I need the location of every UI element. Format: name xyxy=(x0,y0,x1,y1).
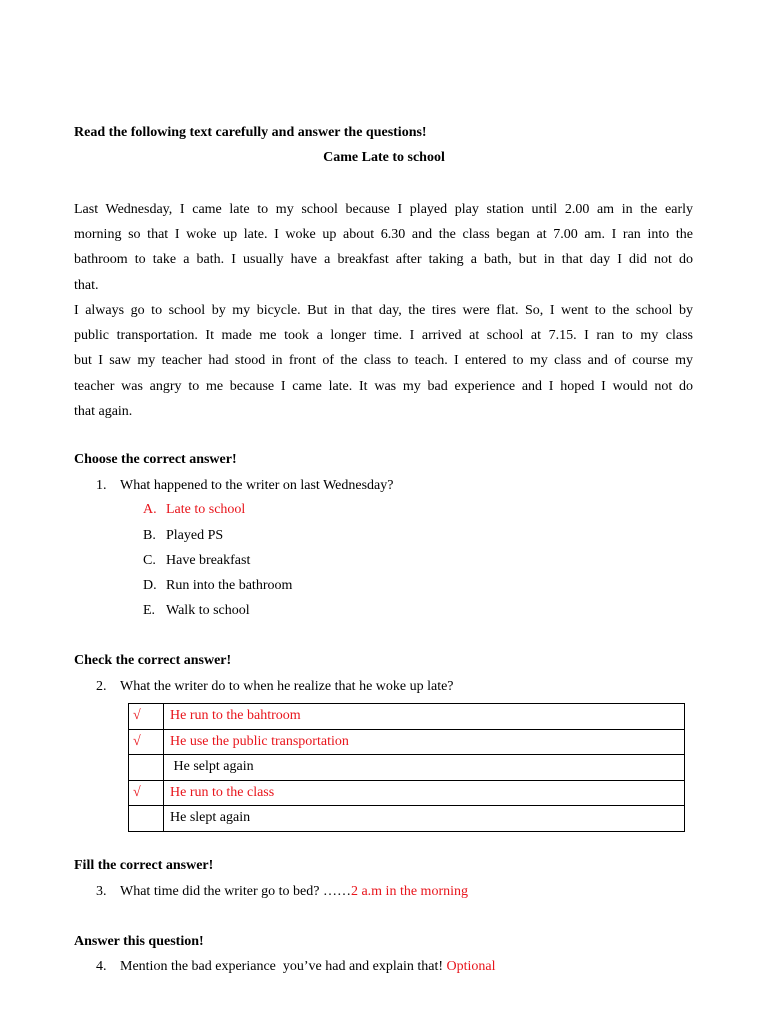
table-row xyxy=(129,755,685,781)
option-d-text: Run into the bathroom xyxy=(166,578,293,593)
check-option-text: He run to the class xyxy=(164,780,685,806)
table-row xyxy=(129,806,685,832)
question-3-answer: 2 a.m in the morning xyxy=(350,884,468,899)
question-3-number: 3. xyxy=(96,884,107,899)
check-option-text: He use the public transportation xyxy=(164,729,685,755)
paragraph-line: that again. xyxy=(74,403,133,419)
option-c-text: Have breakfast xyxy=(166,553,251,568)
empty-check-cell xyxy=(129,755,164,781)
checkmark-icon: √ xyxy=(129,704,164,730)
option-e-text: Walk to school xyxy=(166,603,250,618)
question-4-line xyxy=(120,959,496,975)
empty-check-cell xyxy=(129,806,164,832)
instruction-heading: Read the following text carefully and answer the questions! xyxy=(74,125,427,140)
question-2-number: 2. xyxy=(96,679,107,694)
paragraph-line: Last Wednesday, I came late to my school because I played play station until 2.00 am in the early xyxy=(74,202,693,217)
option-d-letter: D. xyxy=(143,578,157,593)
check-option-text: He run to the bahtroom xyxy=(164,704,685,730)
question-1-text: What happened to the writer on last Wednesday? xyxy=(120,478,394,493)
question-4-text: Mention the bad experiance you’ve had and explain that! xyxy=(120,959,447,974)
question-3-line xyxy=(120,884,468,900)
paragraph-line: but I saw my teacher had stood in front of the class to teach. I entered to my class and of course my xyxy=(74,353,693,369)
table-row xyxy=(129,704,685,730)
story-paragraph-2 xyxy=(74,298,693,424)
check-option-text: He selpt again xyxy=(164,755,685,781)
checkmark-icon: √ xyxy=(129,729,164,755)
section-4-heading: Answer this question! xyxy=(74,934,204,949)
paragraph-line: public transportation. It made me took a longer time. I arrived at school at 7.15. I ran to my class xyxy=(74,328,693,344)
option-e-letter: E. xyxy=(143,603,156,618)
story-paragraph-1 xyxy=(74,197,693,298)
paragraph-line: teacher was angry to me because I came late. It was my bad experience and I hoped I would not do xyxy=(74,378,693,394)
question-3-text: What time did the writer go to bed? …… xyxy=(120,884,351,899)
question-4-note: Optional xyxy=(446,959,496,974)
option-a-letter: A. xyxy=(143,502,157,517)
story-title: Came Late to school xyxy=(323,150,445,165)
option-a-text: Late to school xyxy=(166,502,246,517)
option-b-text: Played PS xyxy=(166,528,224,543)
checkmark-icon: √ xyxy=(129,780,164,806)
option-c-letter: C. xyxy=(143,553,156,568)
table-row xyxy=(129,729,685,755)
check-option-text: He slept again xyxy=(164,806,685,832)
check-table xyxy=(128,703,685,832)
section-1-heading: Choose the correct answer! xyxy=(74,452,237,467)
section-3-heading: Fill the correct answer! xyxy=(74,858,214,873)
option-b-letter: B. xyxy=(143,528,156,543)
table-row xyxy=(129,780,685,806)
paragraph-line: I always go to school by my bicycle. But in that day, the tires were flat. So, I went to the school by xyxy=(74,303,693,318)
paragraph-line: that. xyxy=(74,277,99,293)
section-2-heading: Check the correct answer! xyxy=(74,653,232,668)
question-1-number: 1. xyxy=(96,478,107,493)
paragraph-line: morning so that I woke up late. I woke up about 6.30 and the class began at 7.00 am. I ran into the xyxy=(74,227,693,243)
question-4-number: 4. xyxy=(96,959,107,974)
question-2-text: What the writer do to when he realize that he woke up late? xyxy=(120,679,454,694)
paragraph-line: bathroom to take a bath. I usually have a breakfast after taking a bath, but in that day I did not do xyxy=(74,252,693,268)
